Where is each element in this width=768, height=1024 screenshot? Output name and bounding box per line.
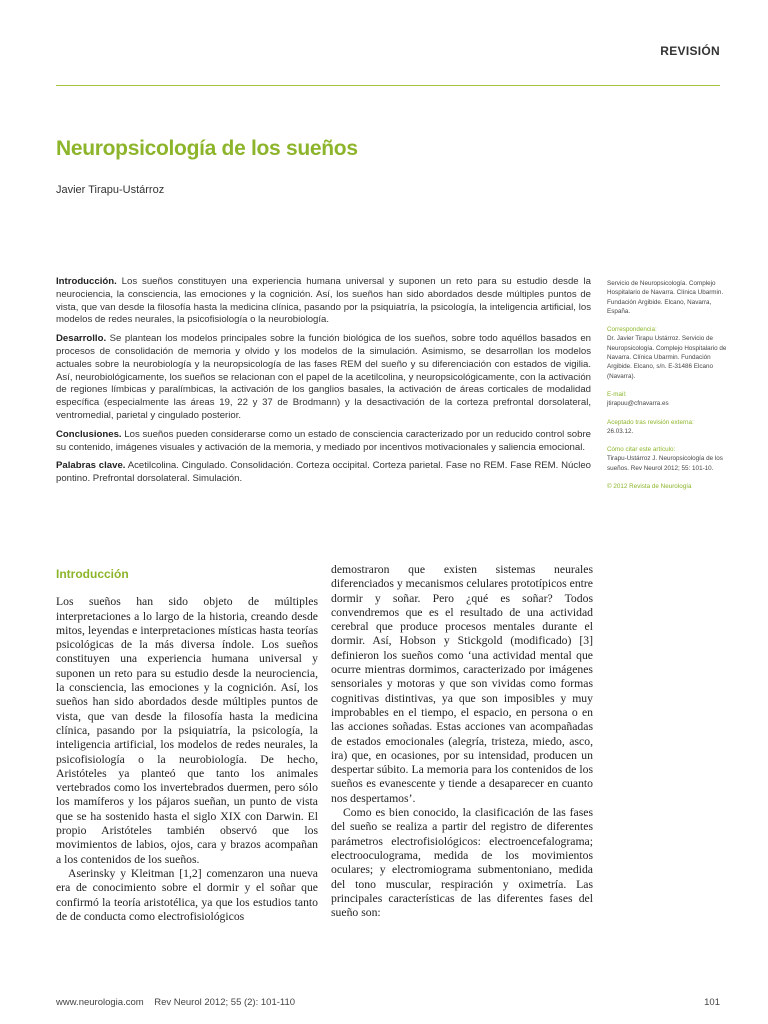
copyright: © 2012 Revista de Neurología bbox=[607, 483, 692, 491]
article-title: Neuropsicología de los sueños bbox=[56, 137, 358, 160]
affiliation: Servicio de Neuropsicología. Complejo Hospitalario de Navarra. Clínica Ubarmin. Fundación Argibide. Elcano, Navarra, España. bbox=[607, 280, 724, 315]
body-paragraph: demostraron que existen sistemas neurales diferenciados y mecanismos celulares prototípicos entre dormir y soñar. Pero ¿qué es soñar? Todos convendremos que es el resultado de una actividad cerebral que produce procesos mentales durante el dormir. Así, Hobson y Stickgold (modificado) [3] definieron los sueños como ‘una actividad mental que ocurre mientras dormimos, caracterizado por imágenes sensoriales y motoras y que son vividas como formas cognitivas distintivas, ya que son imposibles y muy improbables en el tiempo, el espacio, en persona o en las acciones soñadas. Estas acciones van acompañadas de estados emocionales (alegría, tristeza, miedo, asco, ira) que, en ocasiones, por su intensidad, producen un despertar súbito. La memoria para los contenidos de los sueños es evanescente y tiende a desaparecer en cuanto nos despertamos’. bbox=[331, 563, 593, 805]
page-footer bbox=[56, 997, 720, 1008]
abstract-keywords bbox=[56, 460, 591, 486]
correspondence-label: Correspondencia: bbox=[607, 326, 657, 334]
abstract-introduccion bbox=[56, 276, 591, 327]
page-number: 101 bbox=[704, 997, 720, 1008]
abstract-text: Los sueños pueden considerarse como un estado de consciencia caracterizado por un reducido control sobre su contenido, imágenes visuales y activación de la memoria, y mediado por incentivos motivacionales y saliencia emocional. bbox=[56, 428, 591, 453]
abstract-text: Se plantean los modelos principales sobre la función biológica de los sueños, sobre todo aquéllos basados en procesos de consolidación de memoria y olvido y los modelos de la simulación. Asimismo, se desarrollan los modelos actuales sobre la neurobiología y la neuropsicología de las fases REM del sueño y su diferenciación con estados de vigilia. Así, neurobiológicamente, los sueños se relacionan con el papel de la acetilcolina, y neuropsicológicamente, con la activación de regiones límbicas y paralímbicas, la activación de los ganglios basales, la activación de áreas corticales de modalidad específica (especialmente las áreas 19, 22 y 37 de Brodmann) y la desactivación de la corteza prefrontal dorsolateral, ventromedial, parietal y cingulado posterior. bbox=[56, 333, 591, 421]
abstract-conclusiones bbox=[56, 429, 591, 455]
body-column-left bbox=[56, 565, 318, 924]
body-paragraph: Los sueños han sido objeto de múltiples interpretaciones a lo largo de la historia, creando desde mitos, leyendas e interpretaciones místicas hasta teorías psicológicas de la más diversa índole. Los sueños constituyen una experiencia humana universal y suponen un reto para su estudio desde la neurociencia, la consciencia, las emociones y la cognición. Así, los sueños han sido abordados desde múltiples puntos de vista, que van desde la filosofía hasta la medicina clínica, pasando por la psiquiatría, la psicología, la inteligencia artificial, los modelos de redes neurales, la psicofisiología o la neurobiología. De hecho, Aristóteles ya planteó que tanto los animales vertebrados como los invertebrados duermen, pero sólo los mamíferos y los pájaros sueñan, un punto de vista que se ha sostenido hasta el siglo XIX con Darwin. El propio Aristóteles también observó que los movimientos de labios, ojos, cara y brazos acompañan a los contenidos de los sueños. bbox=[56, 595, 318, 866]
email-block bbox=[607, 390, 727, 409]
abstract-text: Los sueños constituyen una experiencia humana universal y suponen un reto para su estudio desde la neurociencia, la consciencia, las emociones y la cognición. Así, los sueños han sido abordados desde múltiples puntos de vista, que van desde la filosofía hasta la medicina clínica, pasando por la psiquiatría, la psicología, la inteligencia artificial, los modelos de redes neurales, la psicofisiología o la neurobiología. bbox=[56, 276, 591, 326]
footer-citation: www.neurologia.com Rev Neurol 2012; 55 (2): 101-110 bbox=[56, 997, 296, 1008]
abstract-desarrollo bbox=[56, 333, 591, 423]
header-rule bbox=[56, 85, 720, 86]
accepted-block bbox=[607, 418, 727, 437]
cite-block bbox=[607, 445, 727, 473]
cite-text: Tirapu-Ustárroz J. Neuropsicología de los sueños. Rev Neurol 2012; 55: 101-10. bbox=[607, 455, 723, 472]
abstract-label: Introducción. bbox=[56, 276, 117, 287]
correspondence-block bbox=[607, 325, 727, 381]
intro-heading: Introducción bbox=[56, 567, 129, 581]
abstract bbox=[56, 276, 591, 492]
body-column-right bbox=[331, 563, 593, 920]
correspondence-text: Dr. Javier Tirapu Ustárroz. Servicio de Neuropsicología. Complejo Hospitalario de Navarra. Clínica Ubarmin. Fundación Argibide. Elcano, s/n. E-31486 Elcano (Navarra). bbox=[607, 335, 727, 380]
section-label: REVISIÓN bbox=[660, 44, 720, 58]
accepted-label: Aceptado tras revisión externa: bbox=[607, 418, 694, 426]
cite-label: Cómo citar este artículo: bbox=[607, 446, 676, 454]
body-paragraph: Aserinsky y Kleitman [1,2] comenzaron una nueva era de conocimiento sobre el dormir y el soñar que confirmó la teoría aristotélica, ya que los estudios tanto de de conducta como electrofisiológicos bbox=[56, 866, 318, 923]
email-label: E-mail: bbox=[607, 390, 627, 398]
article-author: Javier Tirapu-Ustárroz bbox=[56, 184, 165, 196]
sidebar-info bbox=[607, 279, 727, 500]
abstract-label: Palabras clave. bbox=[56, 460, 126, 472]
accepted-date: 26.03.12. bbox=[607, 427, 634, 435]
abstract-text: Acetilcolina. Cingulado. Consolidación. Corteza occipital. Corteza parietal. Fase no REM. Fase REM. Núcleo pontino. Prefrontal dorsolateral. Simulación. bbox=[56, 460, 591, 485]
email-address[interactable]: jtirapuu@cfnavarra.es bbox=[607, 400, 669, 408]
abstract-label: Desarrollo. bbox=[56, 333, 107, 345]
abstract-label: Conclusiones. bbox=[56, 428, 122, 440]
body-paragraph: Como es bien conocido, la clasificación de las fases del sueño se realiza a partir del registro de diferentes parámetros electrofisiológicos: electroencefalograma; electrooculograma, medida de los movimientos oculares; y electromiograma submentoniano, medida del tono muscular, respiración y oximetría. Las principales características de las diferentes fases del sueño son: bbox=[331, 806, 593, 920]
